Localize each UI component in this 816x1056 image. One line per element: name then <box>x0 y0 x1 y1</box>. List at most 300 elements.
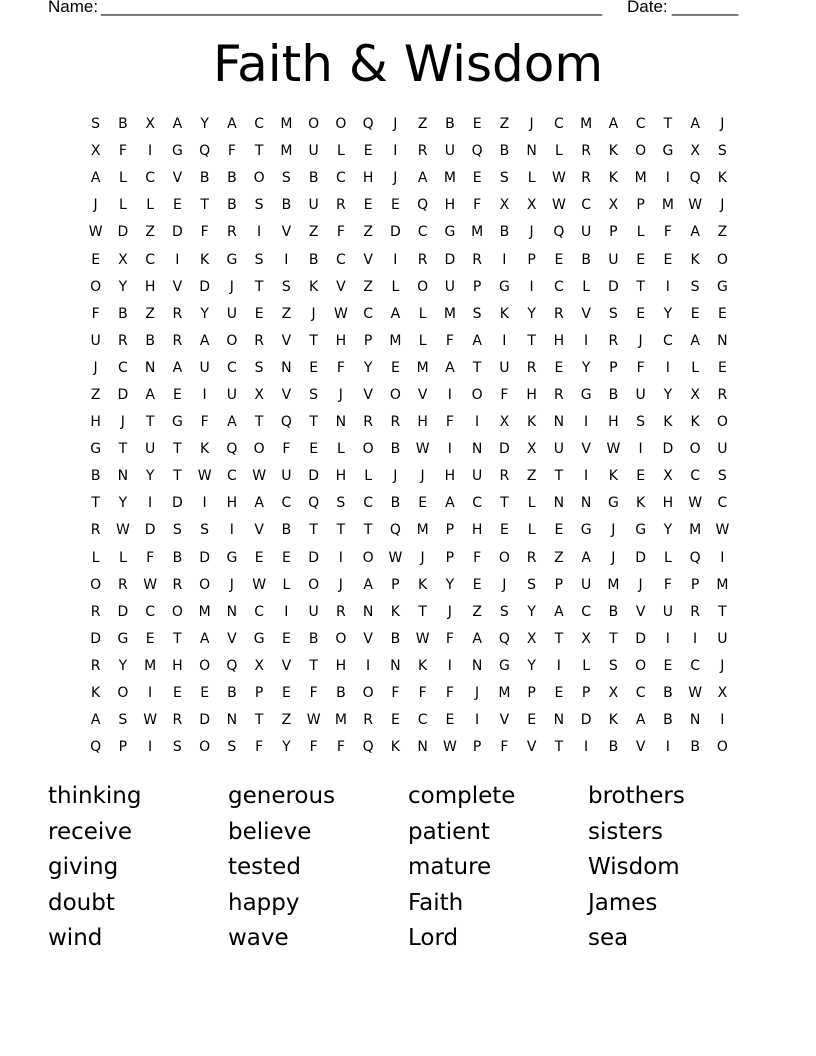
grid-cell: I <box>584 332 589 349</box>
grid-cell: K <box>390 739 400 756</box>
grid-cell: O <box>716 739 728 756</box>
grid-cell: F <box>445 630 454 647</box>
grid-row <box>82 138 736 165</box>
grid-cell: T <box>418 603 427 620</box>
grid-cell: D <box>389 224 401 241</box>
grid-cell: L <box>636 224 645 241</box>
grid-cell: P <box>527 251 536 268</box>
grid-cell: U <box>145 441 156 458</box>
grid-cell: L <box>118 197 127 214</box>
grid-cell: B <box>90 468 101 485</box>
grid-cell: N <box>553 712 565 729</box>
grid-cell: B <box>445 116 455 133</box>
grid-cell: D <box>117 386 129 403</box>
grid-cell: E <box>472 170 482 187</box>
grid-cell: B <box>199 170 210 187</box>
grid-cell: I <box>202 495 207 512</box>
grid-cell: E <box>717 305 727 322</box>
grid-cell: H <box>362 170 374 187</box>
grid-cell: Z <box>145 224 155 241</box>
grid-cell: W <box>252 576 267 593</box>
grid-cell: D <box>90 630 102 647</box>
grid-cell: G <box>253 630 265 647</box>
grid-cell: T <box>200 197 209 214</box>
grid-cell: F <box>255 739 264 756</box>
grid-row <box>82 328 736 355</box>
grid-cell: Q <box>498 630 510 647</box>
grid-cell: E <box>172 197 182 214</box>
grid-cell: D <box>199 549 211 566</box>
grid-cell: R <box>554 386 564 403</box>
grid-cell: A <box>172 359 183 376</box>
grid-cell: B <box>145 332 155 349</box>
grid-cell: N <box>417 739 428 756</box>
grid-cell: T <box>336 522 346 539</box>
grid-cell: F <box>500 386 509 403</box>
grid-cell: C <box>417 224 428 241</box>
grid-cell: Y <box>663 522 673 539</box>
grid-cell: M <box>498 685 511 702</box>
grid-cell: U <box>581 224 592 241</box>
grid-cell: W <box>715 522 730 539</box>
grid-cell: I <box>584 739 589 756</box>
grid-cell: T <box>527 332 536 349</box>
grid-cell: W <box>688 197 703 214</box>
grid-row <box>82 436 736 463</box>
grid-cell: J <box>93 359 98 376</box>
grid-row <box>82 355 736 382</box>
grid-cell: L <box>527 522 536 539</box>
grid-cell: O <box>335 116 347 133</box>
grid-cell: V <box>635 603 646 620</box>
grid-cell: R <box>336 197 346 214</box>
grid-cell: J <box>720 116 725 133</box>
grid-cell: R <box>608 332 619 349</box>
grid-cell: K <box>608 468 618 485</box>
grid-cell: I <box>202 386 207 403</box>
grid-cell: H <box>444 468 456 485</box>
grid-cell: F <box>91 305 100 322</box>
grid-cell: G <box>498 278 510 295</box>
grid-cell: U <box>581 576 592 593</box>
grid-cell: J <box>393 170 398 187</box>
grid-cell: T <box>145 414 155 431</box>
grid-cell: Z <box>554 549 564 566</box>
grid-cell: P <box>118 739 128 756</box>
grid-cell: X <box>90 143 101 160</box>
grid-cell: B <box>390 441 401 458</box>
grid-cell: O <box>226 332 238 349</box>
grid-cell: E <box>91 251 101 268</box>
name-label: Name: <box>48 0 99 16</box>
grid-cell: O <box>716 251 728 268</box>
letter-grid <box>82 111 736 761</box>
grid-cell: G <box>117 630 129 647</box>
grid-cell: S <box>499 603 509 620</box>
grid-cell: W <box>115 522 130 539</box>
grid-cell: E <box>445 712 455 729</box>
word-list-item: receive <box>48 818 133 845</box>
grid-cell: Q <box>308 495 320 512</box>
grid-cell: Z <box>308 224 319 241</box>
grid-cell: P <box>391 576 400 593</box>
word-list-item: giving <box>48 854 119 881</box>
grid-cell: G <box>444 224 456 241</box>
grid-cell: M <box>198 603 211 620</box>
grid-cell: O <box>635 657 647 674</box>
grid-cell: C <box>363 305 374 322</box>
grid-cell: J <box>338 386 343 403</box>
grid-cell: T <box>636 278 645 295</box>
grid-cell: T <box>500 495 509 512</box>
grid-cell: A <box>690 332 700 349</box>
grid-cell: I <box>148 685 153 702</box>
grid-cell: N <box>553 495 565 512</box>
grid-cell: L <box>146 197 155 214</box>
grid-cell: G <box>226 251 238 268</box>
grid-cell: B <box>663 712 673 729</box>
grid-cell: K <box>608 143 618 160</box>
grid-cell: O <box>199 739 211 756</box>
grid-cell: L <box>418 332 427 349</box>
grid-cell: Z <box>145 305 155 322</box>
grid-cell: V <box>363 630 373 647</box>
grid-cell: C <box>581 603 592 620</box>
grid-cell: Q <box>389 522 401 539</box>
grid-row <box>82 219 736 246</box>
grid-cell: F <box>309 739 318 756</box>
grid-cell: R <box>417 143 428 160</box>
grid-cell: T <box>363 522 373 539</box>
grid-row <box>82 301 736 328</box>
grid-cell: D <box>144 522 156 539</box>
grid-cell: R <box>336 603 346 620</box>
grid-cell: K <box>690 251 700 268</box>
grid-cell: O <box>498 549 510 566</box>
grid-cell: O <box>171 603 183 620</box>
grid-cell: U <box>499 359 510 376</box>
grid-cell: E <box>200 685 210 702</box>
grid-cell: D <box>662 441 674 458</box>
word-list-item: James <box>588 889 658 916</box>
grid-cell: J <box>529 224 534 241</box>
grid-cell: E <box>663 657 673 674</box>
grid-cell: C <box>281 495 292 512</box>
grid-cell: L <box>418 305 427 322</box>
grid-cell: Q <box>199 143 211 160</box>
grid-cell: J <box>311 305 316 322</box>
grid-cell: T <box>554 739 564 756</box>
grid-cell: B <box>499 143 510 160</box>
grid-row <box>82 707 736 734</box>
grid-cell: Q <box>471 143 483 160</box>
grid-cell: V <box>336 278 346 295</box>
word-list-item: believe <box>228 818 312 845</box>
grid-cell: B <box>308 251 319 268</box>
grid-cell: Y <box>527 603 536 620</box>
grid-cell: V <box>417 386 428 403</box>
grid-row <box>82 246 736 273</box>
grid-cell: I <box>529 278 534 295</box>
grid-cell: H <box>526 386 537 403</box>
grid-cell: J <box>120 414 125 431</box>
grid-cell: I <box>665 739 670 756</box>
grid-cell: S <box>309 386 319 403</box>
grid-cell: Q <box>689 549 701 566</box>
grid-cell: C <box>335 251 346 268</box>
grid-cell: W <box>688 495 703 512</box>
grid-cell: G <box>716 278 728 295</box>
grid-cell: V <box>581 441 591 458</box>
grid-cell: L <box>527 170 536 187</box>
grid-cell: K <box>200 441 210 458</box>
grid-cell: S <box>336 495 346 512</box>
word-list-item: Wisdom <box>588 854 680 881</box>
grid-cell: Y <box>663 386 673 403</box>
grid-cell: S <box>200 522 210 539</box>
grid-cell: F <box>282 441 291 458</box>
grid-cell: H <box>417 414 428 431</box>
grid-cell: B <box>172 549 183 566</box>
grid-cell: N <box>117 468 129 485</box>
grid-cell: U <box>717 630 728 647</box>
grid-cell: D <box>607 278 619 295</box>
grid-cell: O <box>417 278 429 295</box>
grid-cell: B <box>118 116 128 133</box>
grid-cell: U <box>308 143 319 160</box>
grid-cell: L <box>554 143 563 160</box>
grid-cell: V <box>172 278 183 295</box>
grid-cell: V <box>499 712 510 729</box>
grid-cell: K <box>418 576 428 593</box>
grid-cell: P <box>609 359 618 376</box>
grid-cell: R <box>554 305 564 322</box>
grid-cell: M <box>416 359 429 376</box>
grid-cell: X <box>254 657 264 674</box>
grid-cell: I <box>665 359 670 376</box>
word-list-item: brothers <box>588 783 685 809</box>
grid-cell: W <box>551 197 566 214</box>
grid-cell: A <box>417 170 428 187</box>
grid-cell: M <box>634 170 647 187</box>
grid-cell: G <box>580 522 592 539</box>
grid-cell: W <box>143 712 158 729</box>
grid-cell: Z <box>281 305 292 322</box>
grid-cell: H <box>144 278 156 295</box>
grid-cell: D <box>444 251 456 268</box>
grid-cell: I <box>502 332 507 349</box>
grid-cell: O <box>635 143 647 160</box>
grid-cell: Q <box>553 224 565 241</box>
word-list-item: thinking <box>48 783 142 809</box>
grid-cell: M <box>389 332 402 349</box>
grid-cell: O <box>362 685 374 702</box>
grid-cell: A <box>635 712 646 729</box>
grid-cell: A <box>227 116 237 133</box>
grid-cell: T <box>609 630 618 647</box>
grid-cell: K <box>200 251 210 268</box>
grid-cell: O <box>308 576 320 593</box>
grid-cell: N <box>335 414 347 431</box>
word-list-item: generous <box>228 783 336 809</box>
grid-cell: M <box>580 116 593 133</box>
grid-cell: L <box>582 278 591 295</box>
grid-cell: I <box>502 251 507 268</box>
grid-row <box>82 734 736 761</box>
grid-cell: J <box>611 549 616 566</box>
grid-cell: F <box>418 685 427 702</box>
grid-cell: O <box>199 576 211 593</box>
grid-cell: U <box>199 359 210 376</box>
grid-cell: N <box>144 359 156 376</box>
grid-cell: K <box>390 603 400 620</box>
grid-cell: E <box>554 685 564 702</box>
grid-row <box>82 545 736 572</box>
grid-cell: W <box>551 170 566 187</box>
grid-cell: N <box>281 359 292 376</box>
grid-cell: W <box>252 468 267 485</box>
grid-cell: D <box>117 603 129 620</box>
grid-cell: M <box>443 170 456 187</box>
grid-cell: F <box>500 739 509 756</box>
grid-cell: A <box>172 116 183 133</box>
grid-cell: Z <box>499 116 510 133</box>
grid-cell: V <box>281 386 292 403</box>
grid-cell: I <box>447 657 452 674</box>
word-list-item: Lord <box>408 925 459 952</box>
grid-cell: R <box>526 549 537 566</box>
grid-cell: C <box>254 116 265 133</box>
grid-cell: I <box>638 441 643 458</box>
grid-cell: L <box>118 170 127 187</box>
grid-cell: D <box>199 712 211 729</box>
grid-cell: D <box>199 278 211 295</box>
grid-cell: U <box>281 468 292 485</box>
grid-cell: L <box>663 549 672 566</box>
grid-cell: C <box>581 197 592 214</box>
grid-cell: L <box>691 359 700 376</box>
grid-cell: G <box>662 143 674 160</box>
grid-cell: O <box>716 414 728 431</box>
grid-cell: Y <box>527 305 536 322</box>
grid-cell: C <box>553 278 564 295</box>
grid-cell: E <box>363 197 373 214</box>
grid-cell: S <box>281 170 291 187</box>
grid-cell: A <box>690 224 700 241</box>
grid-cell: I <box>257 224 262 241</box>
grid-cell: R <box>363 712 373 729</box>
grid-cell: T <box>254 278 264 295</box>
grid-cell: H <box>226 495 238 512</box>
grid-cell: O <box>253 170 265 187</box>
grid-cell: W <box>688 685 703 702</box>
grid-cell: N <box>471 657 483 674</box>
grid-cell: A <box>690 116 700 133</box>
grid-cell: K <box>91 685 101 702</box>
grid-cell: X <box>526 197 537 214</box>
grid-cell: C <box>690 657 701 674</box>
grid-cell: P <box>690 576 700 593</box>
grid-cell: S <box>636 414 646 431</box>
grid-cell: W <box>442 739 457 756</box>
grid-cell: F <box>636 359 645 376</box>
grid-cell: J <box>338 576 343 593</box>
grid-cell: F <box>118 143 127 160</box>
grid-cell: Z <box>526 468 537 485</box>
grid-cell: K <box>418 657 428 674</box>
grid-cell: X <box>499 197 510 214</box>
grid-cell: J <box>475 685 480 702</box>
grid-row <box>82 274 736 301</box>
grid-cell: K <box>636 495 646 512</box>
grid-cell: X <box>690 386 700 403</box>
grid-cell: J <box>229 576 234 593</box>
grid-cell: Z <box>717 224 728 241</box>
grid-cell: D <box>171 495 183 512</box>
grid-cell: Y <box>581 359 591 376</box>
grid-cell: N <box>717 332 728 349</box>
grid-cell: P <box>581 685 591 702</box>
grid-cell: B <box>608 386 619 403</box>
grid-cell: H <box>335 468 347 485</box>
grid-cell: X <box>663 468 673 485</box>
grid-cell: U <box>444 143 455 160</box>
grid-cell: N <box>226 712 238 729</box>
grid-cell: O <box>335 630 347 647</box>
word-list-item: complete <box>408 783 516 809</box>
grid-cell: N <box>526 143 537 160</box>
grid-cell: Y <box>527 657 536 674</box>
grid-row <box>82 111 736 138</box>
grid-cell: I <box>148 143 153 160</box>
grid-cell: I <box>284 603 289 620</box>
grid-cell: N <box>553 414 565 431</box>
grid-cell: G <box>226 549 238 566</box>
grid-cell: S <box>499 170 509 187</box>
grid-cell: E <box>554 522 564 539</box>
grid-cell: V <box>254 522 264 539</box>
grid-cell: V <box>363 251 373 268</box>
grid-cell: K <box>309 278 319 295</box>
grid-cell: I <box>475 712 480 729</box>
grid-cell: N <box>471 441 483 458</box>
grid-cell: U <box>308 197 319 214</box>
word-list-item: tested <box>228 854 301 881</box>
date-label: Date: <box>627 0 668 16</box>
grid-cell: S <box>172 522 182 539</box>
grid-cell: E <box>172 386 182 403</box>
grid-cell: U <box>444 278 455 295</box>
grid-cell: J <box>611 522 616 539</box>
grid-cell: S <box>717 468 727 485</box>
word-list <box>48 779 768 957</box>
grid-cell: L <box>118 549 127 566</box>
grid-cell: I <box>447 386 452 403</box>
grid-cell: E <box>636 251 646 268</box>
grid-cell: C <box>335 170 346 187</box>
grid-cell: R <box>172 576 183 593</box>
grid-cell: P <box>445 549 455 566</box>
grid-cell: E <box>418 495 428 512</box>
grid-cell: B <box>281 197 292 214</box>
grid-cell: E <box>281 685 291 702</box>
grid-cell: G <box>90 441 102 458</box>
grid-cell: M <box>689 522 702 539</box>
grid-cell: D <box>308 549 320 566</box>
grid-cell: Y <box>200 305 209 322</box>
grid-cell: B <box>118 305 128 322</box>
grid-cell: X <box>499 414 510 431</box>
